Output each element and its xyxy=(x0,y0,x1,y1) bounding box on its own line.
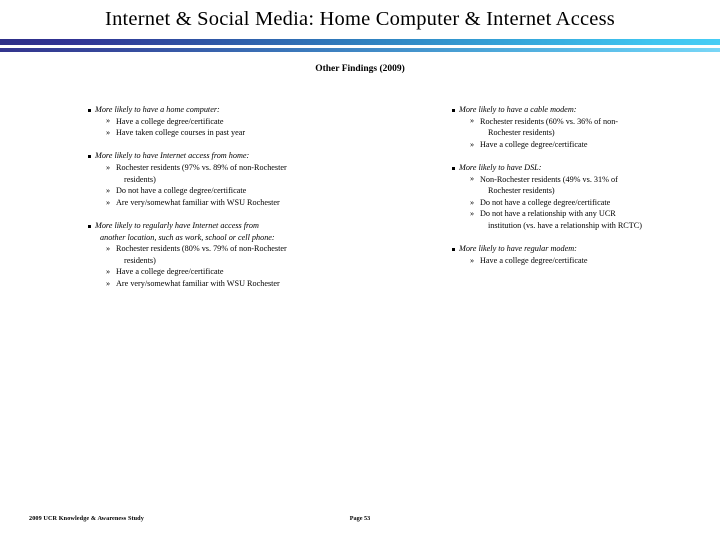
bullet-level2 xyxy=(452,197,684,209)
bullet-level2-label: Have a college degree/certificate xyxy=(116,267,224,277)
bullet-level2-label-cont: residents) xyxy=(124,255,156,265)
chevron-bullet-icon: » xyxy=(106,185,111,195)
chevron-bullet-icon: » xyxy=(106,116,111,126)
chevron-bullet-icon: » xyxy=(106,278,111,288)
bullet-level1 xyxy=(88,150,336,162)
bullet-level1-label: More likely to have Internet access from home: xyxy=(95,151,250,161)
bullet-level1-label: More likely to have DSL: xyxy=(459,162,542,172)
bullet-level1-label: More likely to have regular modem: xyxy=(459,244,577,254)
chevron-bullet-icon: » xyxy=(106,243,111,253)
square-bullet-icon xyxy=(88,109,91,112)
square-bullet-icon xyxy=(452,109,455,112)
chevron-bullet-icon: » xyxy=(106,267,111,277)
slide-subtitle: Other Findings (2009) xyxy=(315,64,405,74)
bullet-level2 xyxy=(452,255,684,267)
bullet-level2 xyxy=(452,208,684,231)
bullet-level2-label: Do not have a college degree/certificate xyxy=(116,186,247,196)
bullet-group xyxy=(452,162,684,232)
bullet-level2-label-cont: Rochester residents) xyxy=(488,186,555,196)
bullet-level2 xyxy=(88,127,336,139)
chevron-bullet-icon: » xyxy=(470,174,475,184)
bullet-level2-label: Have taken college courses in past year xyxy=(116,128,246,138)
bullet-level2-label-cont: residents) xyxy=(124,174,156,184)
bullet-level2-label: Have a college degree/certificate xyxy=(480,139,588,149)
bullet-level2-label: Have a college degree/certificate xyxy=(116,116,224,126)
bullet-level1-label: More likely to have a cable modem: xyxy=(459,105,577,114)
bullet-level1 xyxy=(452,243,684,255)
bullet-level2 xyxy=(88,278,336,290)
bullet-level2-label-cont: Rochester residents) xyxy=(488,128,555,138)
bullet-level2-label: Are very/somewhat familiar with WSU Rochester xyxy=(116,278,280,288)
bullet-level2 xyxy=(88,197,336,209)
bullet-level1 xyxy=(452,162,684,174)
bullet-group xyxy=(88,220,336,290)
bullet-level2-label: Have a college degree/certificate xyxy=(480,255,588,265)
chevron-bullet-icon: » xyxy=(470,255,475,265)
right-column xyxy=(452,104,684,266)
bullet-level2-label: Non-Rochester residents (49% vs. 31% of Rochester residents) xyxy=(480,174,684,197)
chevron-bullet-icon: » xyxy=(106,128,111,137)
bullet-level1 xyxy=(88,104,336,116)
bullet-level2-label: Rochester residents (60% vs. 36% of non- Rochester residents) xyxy=(480,116,684,139)
footer-source: 2009 UCR Knowledge & Awareness Study xyxy=(29,515,144,522)
chevron-bullet-icon: » xyxy=(470,209,475,219)
bullet-group xyxy=(88,104,336,139)
bullet-level2-label: Rochester residents (80% vs. 79% of non-Rochester residents) xyxy=(116,243,336,266)
bullet-level2 xyxy=(88,185,336,197)
chevron-bullet-icon: » xyxy=(470,116,475,126)
square-bullet-icon xyxy=(452,167,455,170)
chevron-bullet-icon: » xyxy=(470,139,475,149)
title-divider xyxy=(0,39,720,55)
bullet-group xyxy=(452,243,684,266)
bullet-level1 xyxy=(88,220,336,243)
bullet-level2 xyxy=(452,139,684,151)
bullet-group xyxy=(88,150,336,208)
bullet-level2-label: Are very/somewhat familiar with WSU Rochester xyxy=(116,197,280,207)
bullet-level2 xyxy=(88,266,336,278)
bullet-level2 xyxy=(88,116,336,128)
chevron-bullet-icon: » xyxy=(106,162,111,172)
square-bullet-icon xyxy=(88,225,91,228)
bullet-level2-label: Do not have a college degree/certificate xyxy=(480,197,611,207)
chevron-bullet-icon: » xyxy=(470,197,475,207)
bullet-level1-label-cont: another location, such as work, school or cell phone: xyxy=(100,232,275,242)
bullet-level2 xyxy=(88,162,336,185)
bullet-level2-label: Rochester residents (97% vs. 89% of non-Rochester residents) xyxy=(116,162,336,185)
bullet-level1-label: More likely to regularly have Internet access from another location, such as work, school or cell phone: xyxy=(95,220,336,243)
bullet-level2 xyxy=(452,116,684,139)
bullet-level2 xyxy=(452,174,684,197)
slide-title: Internet & Social Media: Home Computer & Internet Access xyxy=(105,8,615,30)
divider-bar-thin xyxy=(0,48,720,52)
bullet-level1 xyxy=(452,104,684,116)
square-bullet-icon xyxy=(452,248,455,251)
chevron-bullet-icon: » xyxy=(106,197,111,207)
footer-page-number: Page 53 xyxy=(349,515,371,522)
divider-bar-thick xyxy=(0,39,720,45)
bullet-level2 xyxy=(88,243,336,266)
bullet-level1-label: More likely to have a home computer: xyxy=(95,105,220,114)
bullet-level2-label-cont: institution (vs. have a relationship with RCTC) xyxy=(488,220,642,230)
bullet-group xyxy=(452,104,684,150)
square-bullet-icon xyxy=(88,155,91,158)
left-column xyxy=(88,104,336,290)
bullet-level2-label: Do not have a relationship with any UCR institution (vs. have a relationship with RCTC) xyxy=(480,208,684,231)
